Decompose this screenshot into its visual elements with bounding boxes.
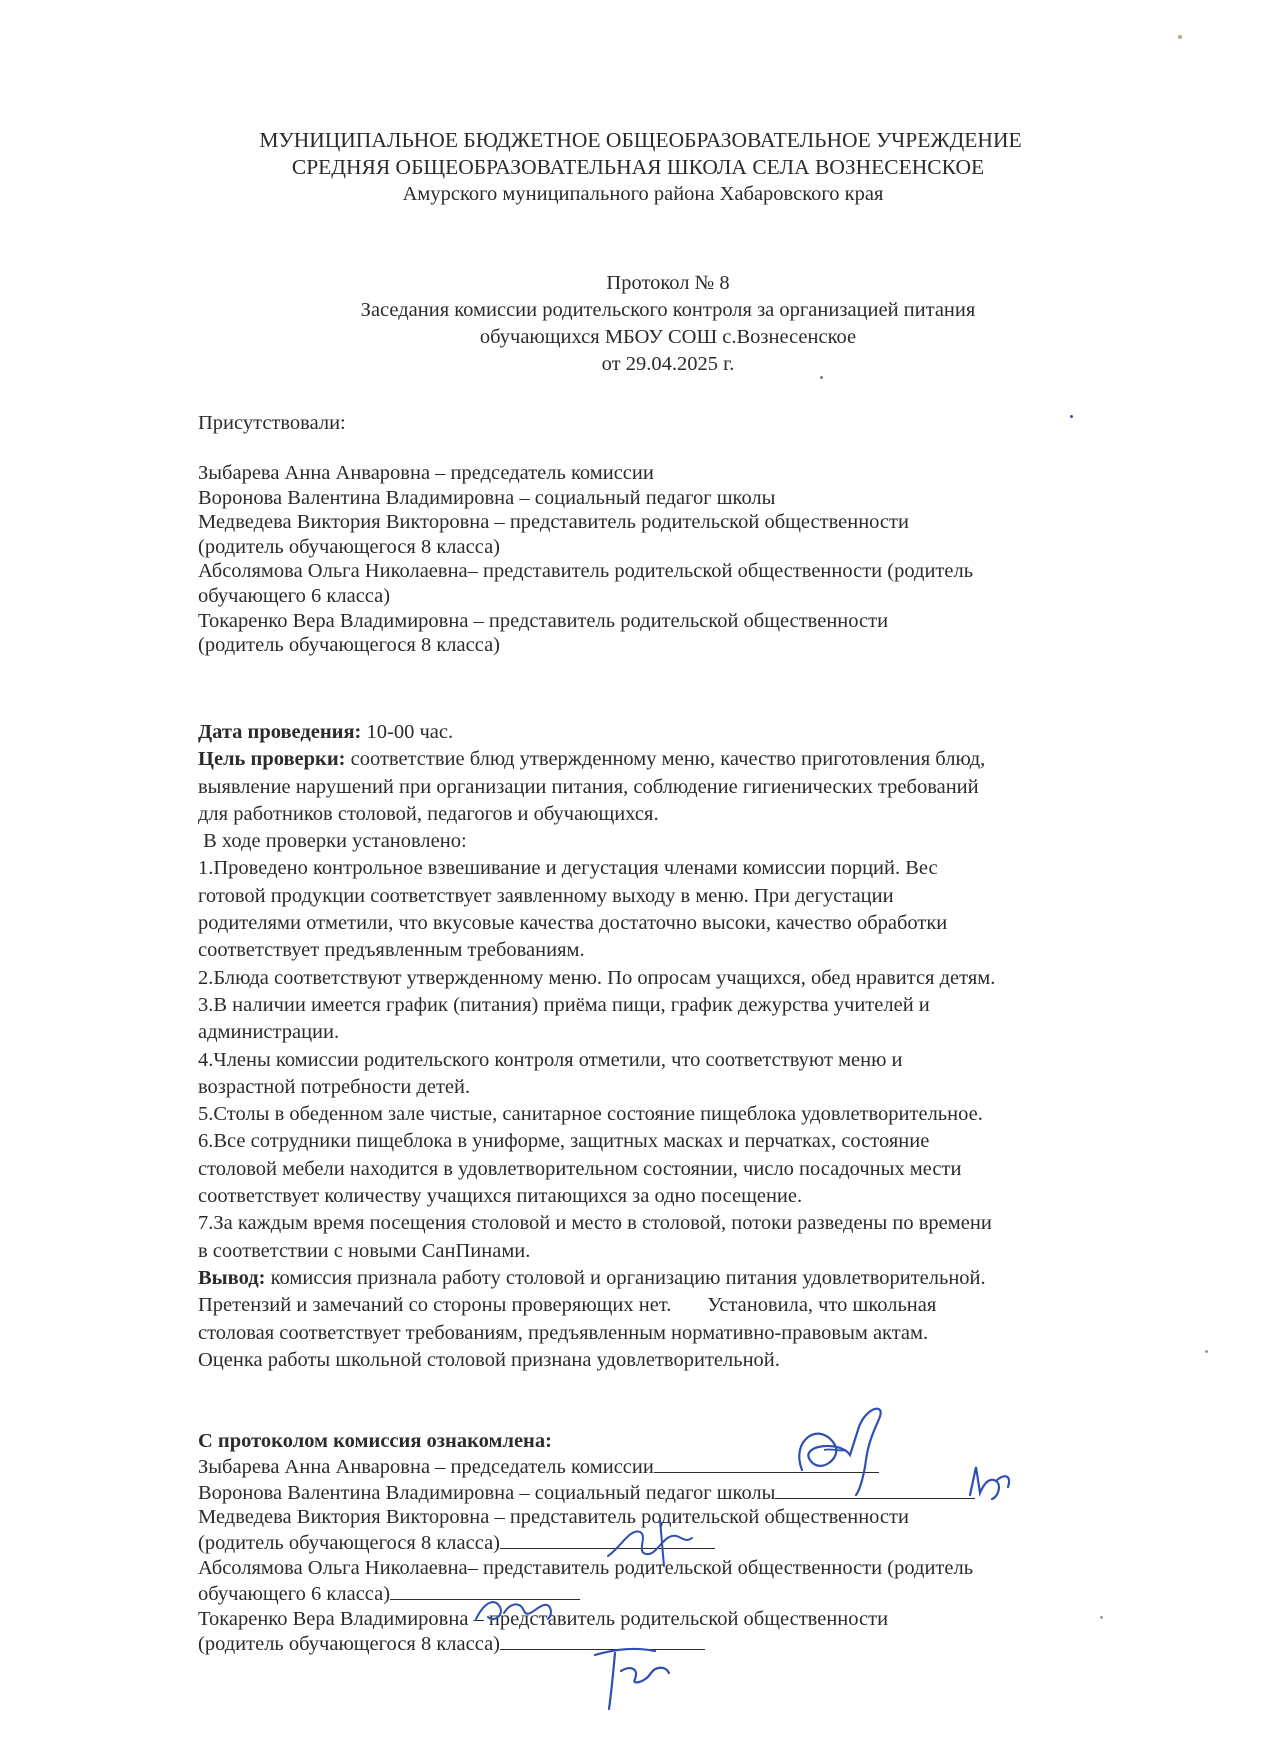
finding-line: соответствует количеству учащихся питающихся за одно посещение. bbox=[198, 1185, 803, 1208]
protocol-title-block bbox=[0, 270, 1276, 378]
finding-line: готовой продукции соответствует заявленному выходу в меню. При дегустации bbox=[198, 884, 894, 907]
protocol-number: Протокол № 8 bbox=[606, 272, 730, 294]
organization-name-line2: СРЕДНЯЯ ОБЩЕОБРАЗОВАТЕЛЬНАЯ ШКОЛА СЕЛА ВОЗНЕСЕНСКОЕ bbox=[291, 155, 985, 179]
acknowledgement-heading: С протоколом комиссия ознакомлена: bbox=[198, 1430, 552, 1452]
member-line: Токаренко Вера Владимировна – представитель родительской общественности bbox=[198, 609, 889, 632]
date-row bbox=[198, 719, 1178, 746]
finding-line: 4.Члены комиссии родительского контроля отметили, что соответствуют меню и bbox=[198, 1048, 903, 1071]
finding-line: администрации. bbox=[198, 1021, 340, 1044]
signatory-text: (родитель обучающегося 8 класса) bbox=[198, 1532, 501, 1555]
signatory-text: Токаренко Вера Владимировна – представитель родительской общественности bbox=[198, 1607, 889, 1630]
finding-line: 6.Все сотрудники пищеблока в униформе, защитных масках и перчатках, состояние bbox=[198, 1130, 930, 1153]
signature-row bbox=[198, 1581, 1178, 1607]
member-line: обучающего 6 класса) bbox=[198, 584, 391, 607]
organization-region: Амурского муниципального района Хабаровского края bbox=[402, 183, 884, 205]
finding-line: 3.В наличии имеется график (питания) приёма пищи, график дежурства учителей и bbox=[198, 993, 930, 1016]
signature-underline bbox=[390, 1581, 580, 1600]
protocol-date: от 29.04.2025 г. bbox=[601, 353, 735, 375]
finding-line: возрастной потребности детей. bbox=[198, 1075, 471, 1098]
member-line: (родитель обучающегося 8 класса) bbox=[198, 535, 501, 558]
goal-text: соответствие блюд утвержденному меню, качество приготовления блюд, bbox=[345, 748, 986, 771]
findings-heading: В ходе проверки установлено: bbox=[198, 830, 467, 853]
signatory-text: обучающего 6 класса) bbox=[198, 1582, 391, 1605]
signature-underline bbox=[500, 1530, 715, 1549]
signatory-text: Медведева Виктория Викторовна – представитель родительской общественности bbox=[198, 1506, 909, 1529]
date-value: 10-00 час. bbox=[361, 721, 454, 743]
finding-line: 2.Блюда соответствуют утвержденному меню. По опросам учащихся, обед нравится детям. bbox=[198, 966, 996, 989]
conclusion-text: Претензий и замечаний со стороны проверяющих нет. Установила, что школьная bbox=[198, 1294, 937, 1317]
scan-speck bbox=[1178, 35, 1182, 39]
member-line: Медведева Виктория Викторовна – представитель родительской общественности bbox=[198, 511, 909, 534]
finding-line: 1.Проведено контрольное взвешивание и дегустация членами комиссии порций. Вес bbox=[198, 857, 938, 880]
protocol-subject-line2: обучающихся МБОУ СОШ с.Вознесенское bbox=[479, 326, 857, 348]
conclusion-text: Оценка работы школьной столовой признана удовлетворительной. bbox=[198, 1348, 780, 1371]
inspection-details bbox=[198, 719, 1178, 1374]
finding-line: 5.Столы в обеденном зале чистые, санитарное состояние пищеблока удовлетворительное. bbox=[198, 1103, 983, 1126]
finding-line: соответствует предъявленным требованиям. bbox=[198, 939, 585, 962]
acknowledgement-block bbox=[198, 1429, 1178, 1657]
signature-row bbox=[198, 1631, 1178, 1657]
conclusion-text: столовая соответствует требованиям, предъявленным нормативно-правовым актам. bbox=[198, 1321, 929, 1344]
goal-text: для работников столовой, педагогов и обучающихся. bbox=[198, 802, 659, 825]
scan-speck bbox=[1205, 1350, 1208, 1353]
signature-row bbox=[198, 1480, 1178, 1506]
finding-line: родителями отметили, что вкусовые качества достаточно высоки, качество обработки bbox=[198, 912, 948, 935]
protocol-subject-line1: Заседания комиссии родительского контроля за организацией питания bbox=[360, 299, 976, 321]
member-line: Зыбарева Анна Анваровна – председатель комиссии bbox=[198, 462, 654, 484]
finding-line: столовой мебели находится в удовлетворительном состоянии, число посадочных мести bbox=[198, 1157, 962, 1180]
present-heading: Присутствовали: bbox=[198, 412, 346, 434]
signature-underline bbox=[500, 1631, 705, 1650]
goal-text: выявление нарушений при организации питания, соблюдение гигиенических требований bbox=[198, 775, 979, 798]
goal-row bbox=[198, 746, 1178, 773]
present-members-list bbox=[198, 461, 1158, 658]
signatory-text: (родитель обучающегося 8 класса) bbox=[198, 1633, 501, 1656]
signature-underline bbox=[775, 1480, 975, 1499]
organization-name-line1: МУНИЦИПАЛЬНОЕ БЮДЖЕТНОЕ ОБЩЕОБРАЗОВАТЕЛЬНОЕ УЧРЕЖДЕНИЕ bbox=[259, 128, 1022, 152]
signature-underline bbox=[654, 1454, 879, 1473]
member-line: Воронова Валентина Владимировна – социальный педагог школы bbox=[198, 486, 776, 509]
signatory-text: Воронова Валентина Владимировна – социальный педагог школы bbox=[198, 1481, 776, 1504]
conclusion-label: Вывод: bbox=[198, 1266, 266, 1289]
scan-speck bbox=[1070, 415, 1073, 418]
organization-header bbox=[0, 127, 1276, 208]
signatory-text: Зыбарева Анна Анваровна – председатель комиссии bbox=[198, 1455, 654, 1478]
scan-speck bbox=[1100, 1616, 1103, 1619]
finding-line: в соответствии с новыми СанПинами. bbox=[198, 1239, 531, 1262]
member-line: Абсолямова Ольга Николаевна– представитель родительской общественности (родитель bbox=[198, 560, 974, 583]
signature-row bbox=[198, 1454, 1178, 1480]
finding-line: 7.За каждым время посещения столовой и место в столовой, потоки разведены по времени bbox=[198, 1212, 992, 1235]
conclusion-row bbox=[198, 1265, 1178, 1292]
scan-speck bbox=[820, 376, 823, 379]
member-line: (родитель обучающегося 8 класса) bbox=[198, 634, 501, 657]
signature-row bbox=[198, 1530, 1178, 1556]
date-label: Дата проведения: bbox=[198, 721, 362, 743]
goal-label: Цель проверки: bbox=[198, 748, 346, 771]
conclusion-text: комиссия признала работу столовой и организацию питания удовлетворительной. bbox=[265, 1266, 986, 1289]
signatory-text: Абсолямова Ольга Николаевна– представитель родительской общественности (родитель bbox=[198, 1556, 974, 1579]
